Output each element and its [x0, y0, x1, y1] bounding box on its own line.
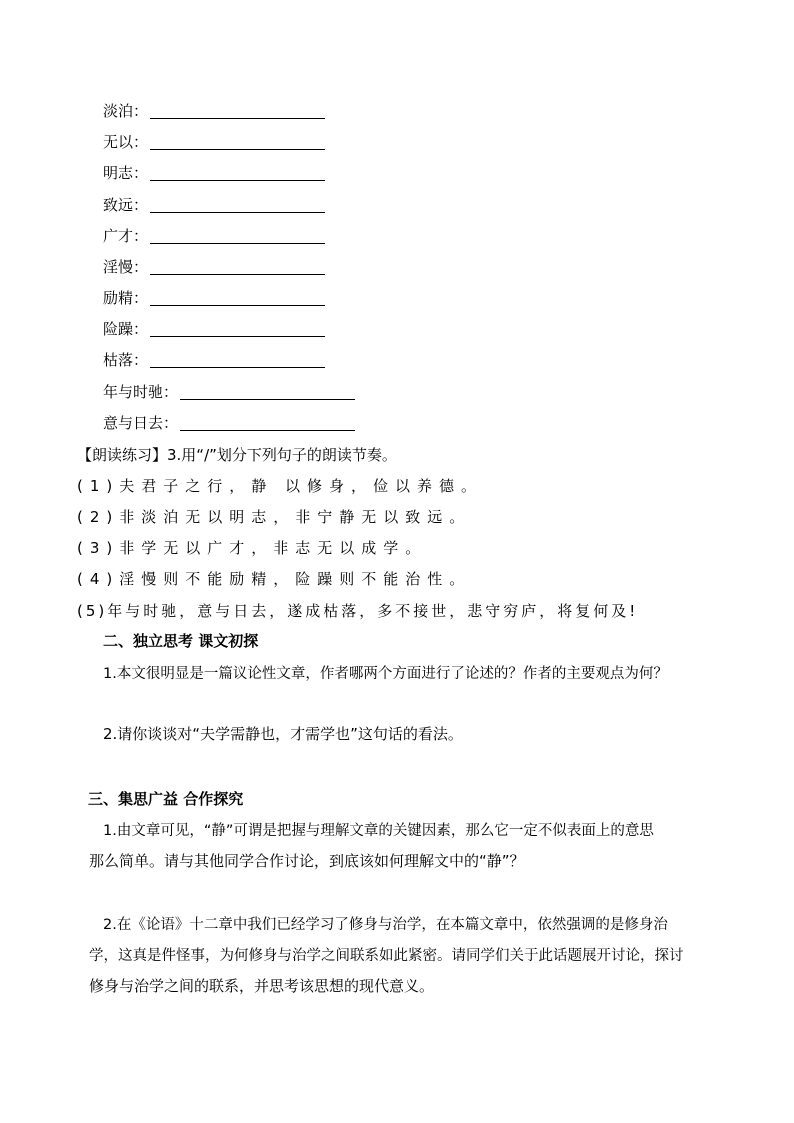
vocab-term: 淫慢：	[103, 257, 149, 276]
vocab-row	[103, 285, 325, 309]
answer-blank[interactable]	[180, 383, 355, 400]
reading-sentence: (4)淫慢则不能励精，险躁则不能治性。	[77, 570, 472, 588]
vocab-term: 年与时驰：	[103, 382, 179, 401]
vocab-row	[103, 160, 325, 184]
reading-sentence: (3)非学无以广才，非志无以成学。	[77, 539, 428, 557]
question-line: 修身与治学之间的联系，并思考该思想的现代意义。	[89, 977, 435, 995]
answer-blank[interactable]	[150, 289, 325, 306]
vocab-row	[103, 410, 355, 434]
reading-sentence: (2)非淡泊无以明志，非宁静无以致远。	[77, 508, 472, 526]
answer-blank[interactable]	[180, 414, 355, 431]
vocab-row	[103, 254, 325, 278]
answer-blank[interactable]	[150, 133, 325, 150]
vocab-term: 励精：	[103, 288, 149, 307]
vocab-row	[103, 129, 325, 153]
reading-sentence: (1)夫君子之行，静 以修身，俭以养德。	[77, 477, 484, 495]
vocab-term: 无以：	[103, 132, 149, 151]
vocab-term: 淡泊：	[103, 101, 149, 120]
answer-blank[interactable]	[150, 164, 325, 181]
vocab-row	[103, 192, 325, 216]
vocab-term: 明志：	[103, 163, 149, 182]
question-line: 学，这真是件怪事，为何修身与治学之间联系如此紧密。请同学们关于此话题展开讨论，探讨	[89, 948, 684, 964]
vocab-term: 险躁：	[103, 319, 149, 338]
answer-blank[interactable]	[150, 196, 325, 213]
vocab-term: 致远：	[103, 195, 149, 214]
vocab-term: 意与日去：	[103, 413, 179, 432]
question-line: 那么简单。请与其他同学合作讨论，到底该如何理解文中的“静”？	[89, 852, 525, 870]
vocab-row	[103, 347, 325, 371]
question: 2.请你谈谈对“夫学需静也，才需学也”这句话的看法。	[103, 725, 463, 743]
vocab-row	[103, 379, 355, 403]
question: 1.本文很明显是一篇议论性文章，作者哪两个方面进行了论述的？作者的主要观点为何？	[103, 666, 668, 682]
section-title: 三、集思广益 合作探究	[88, 790, 244, 808]
answer-blank[interactable]	[150, 258, 325, 275]
vocab-row	[103, 98, 325, 122]
reading-practice-header: 【朗读练习】3.用“/”划分下列句子的朗读节奏。	[77, 446, 397, 464]
answer-blank[interactable]	[150, 351, 325, 368]
answer-blank[interactable]	[150, 227, 325, 244]
answer-blank[interactable]	[150, 102, 325, 119]
vocab-row	[103, 223, 325, 247]
answer-blank[interactable]	[150, 320, 325, 337]
question-line: 2.在《论语》十二章中我们已经学习了修身与治学，在本篇文章中，依然强调的是修身治	[103, 917, 668, 933]
vocab-term: 广才：	[103, 226, 149, 245]
section-title: 二、独立思考 课文初探	[103, 632, 259, 650]
vocab-term: 枯落：	[103, 350, 149, 369]
reading-sentence: (5)年与时驰，意与日去，遂成枯落，多不接世，悲守穷庐，将复何及!	[77, 602, 639, 620]
vocab-row	[103, 316, 325, 340]
question-line: 1.由文章可见，“静”可谓是把握与理解文章的关键因素，那么它一定不似表面上的意思	[103, 823, 654, 839]
